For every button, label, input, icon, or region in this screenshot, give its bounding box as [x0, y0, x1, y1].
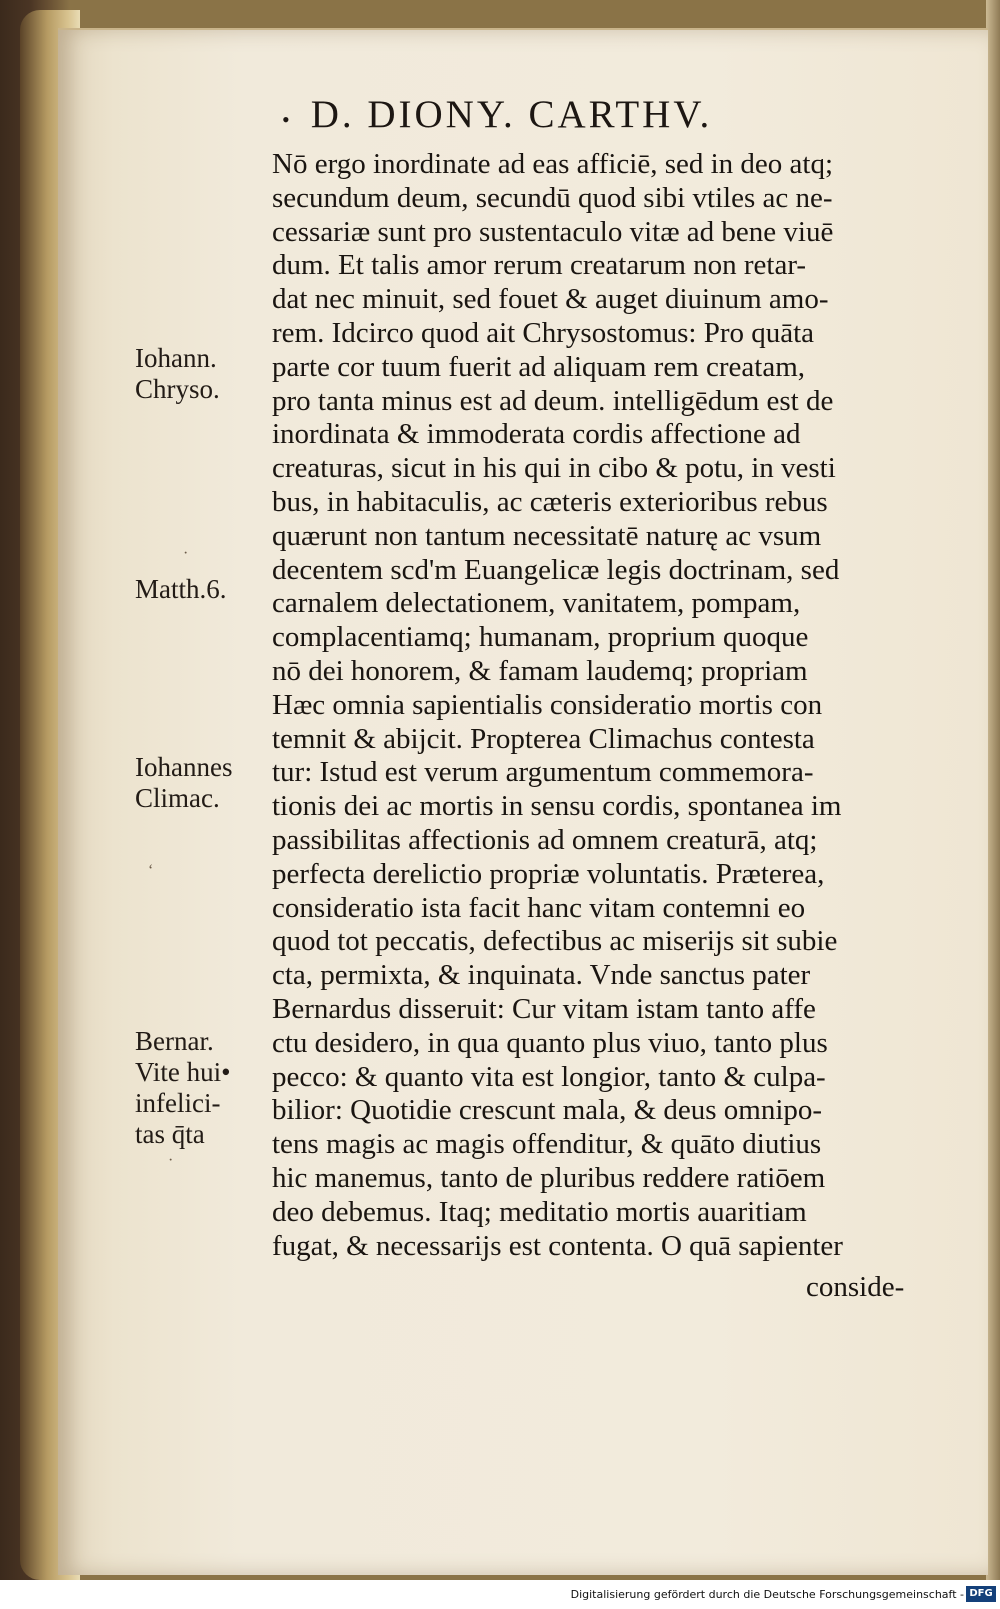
- margin-note-line: Vite hui•: [135, 1057, 231, 1087]
- text-line: deo debemus. Itaq; meditatio mortis auaritiam: [272, 1195, 807, 1228]
- text-line: perfecta derelictio propriæ voluntatis. Præterea,: [272, 857, 825, 890]
- text-line: rem. Idcirco quod ait Chrysostomus: Pro quāta: [272, 316, 815, 349]
- text-line: inordinata & immoderata cordis affectione ad: [272, 418, 801, 451]
- text-line: dum. Et talis amor rerum creatarum non retar-: [272, 249, 807, 282]
- margin-note-line: Matth.6.: [135, 574, 227, 604]
- text-line: Hæc omnia sapientialis consideratio mortis con: [272, 688, 823, 721]
- margin-note-line: Iohannes: [135, 752, 233, 782]
- text-line: quærunt non tantum necessitatē naturę ac vsum: [272, 519, 822, 552]
- margin-note-line: Bernar.: [135, 1026, 214, 1056]
- text-line: creaturas, sicut in his qui in cibo & potu, in vesti: [272, 452, 836, 485]
- text-line: cta, permixta, & inquinata. Vnde sanctus pater: [272, 959, 811, 992]
- margin-note-bernard: [135, 1026, 270, 1150]
- ink-speck: ·: [183, 545, 189, 562]
- running-head-lead-mark: •: [282, 107, 293, 132]
- text-line: bilior: Quotidie crescunt mala, & deus omnipo-: [272, 1094, 823, 1127]
- text-line: quod tot peccatis, defectibus ac miserijs sit subie: [272, 925, 838, 958]
- text-line: Nō ergo inordinate ad eas afficiē, sed in deo atq;: [272, 148, 834, 180]
- text-line: ctu desidero, in qua quanto plus viuo, tanto plus: [272, 1026, 828, 1059]
- text-line: consideratio ista facit hanc vitam contemni eo: [272, 891, 806, 924]
- digitization-footer: [0, 1580, 1000, 1609]
- text-line: tionis dei ac mortis in sensu cordis, spontanea im: [272, 790, 842, 823]
- margin-note-chrysostom: [135, 343, 270, 405]
- margin-note-climacus: [135, 752, 270, 814]
- text-line: complacentiamq; humanam, proprium quoque: [272, 621, 809, 654]
- text-line: tur: Istud est verum argumentum commemora-: [272, 756, 814, 789]
- text-line: Bernardus disseruit: Cur vitam istam tanto affe: [272, 992, 816, 1025]
- margin-note-line: tas q̄ta: [135, 1119, 205, 1149]
- dfg-logo: DFG: [966, 1586, 996, 1602]
- text-line: tens magis ac magis offenditur, & quāto diutius: [272, 1128, 822, 1161]
- text-line: nō dei honorem, & famam laudemq; propriam: [272, 654, 808, 687]
- main-text-block: [272, 148, 922, 1263]
- running-head-title: D. DIONY. CARTHV.: [310, 93, 713, 136]
- book-fore-edge: [986, 0, 1000, 1580]
- text-line: hic manemus, tanto de pluribus reddere ratiōem: [272, 1161, 826, 1194]
- margin-note-line: Chryso.: [135, 374, 220, 404]
- margin-note-matthew: [135, 574, 270, 605]
- text-line: fugat, & necessarijs est contenta. O quā sapienter: [272, 1229, 843, 1262]
- ink-speck: ʻ: [148, 862, 154, 879]
- text-line: decentem scd'm Euangelicæ legis doctrinam, sed: [272, 553, 840, 586]
- ink-speck: ·: [168, 1152, 174, 1169]
- text-line: bus, in habitaculis, ac cæteris exterioribus rebus: [272, 485, 828, 518]
- text-line: pro tanta minus est ad deum. intelligēdum est de: [272, 384, 834, 417]
- text-line: secundum deum, secundū quod sibi vtiles ac ne-: [272, 181, 833, 214]
- text-line: temnit & abijcit. Propterea Climachus contesta: [272, 722, 815, 755]
- margin-note-line: infelici-: [135, 1088, 221, 1118]
- text-line: carnalem delectationem, vanitatem, pompam,: [272, 587, 801, 620]
- text-line: dat nec minuit, sed fouet & auget diuinum amo-: [272, 283, 829, 316]
- text-line: pecco: & quanto vita est longior, tanto & culpa-: [272, 1060, 826, 1093]
- catchword: conside-: [806, 1271, 905, 1303]
- footer-credit-text: Digitalisierung gefördert durch die Deutsche Forschungsgemeinschaft -: [570, 1588, 964, 1601]
- margin-note-line: Iohann.: [135, 343, 217, 373]
- text-line: parte cor tuum fuerit ad aliquam rem creatam,: [272, 350, 806, 383]
- text-line: passibilitas affectionis ad omnem creaturā, atq;: [272, 823, 818, 856]
- text-line: cessariæ sunt pro sustentaculo vitæ ad bene viuē: [272, 215, 834, 248]
- margin-note-line: Climac.: [135, 783, 220, 813]
- running-head: [282, 92, 712, 137]
